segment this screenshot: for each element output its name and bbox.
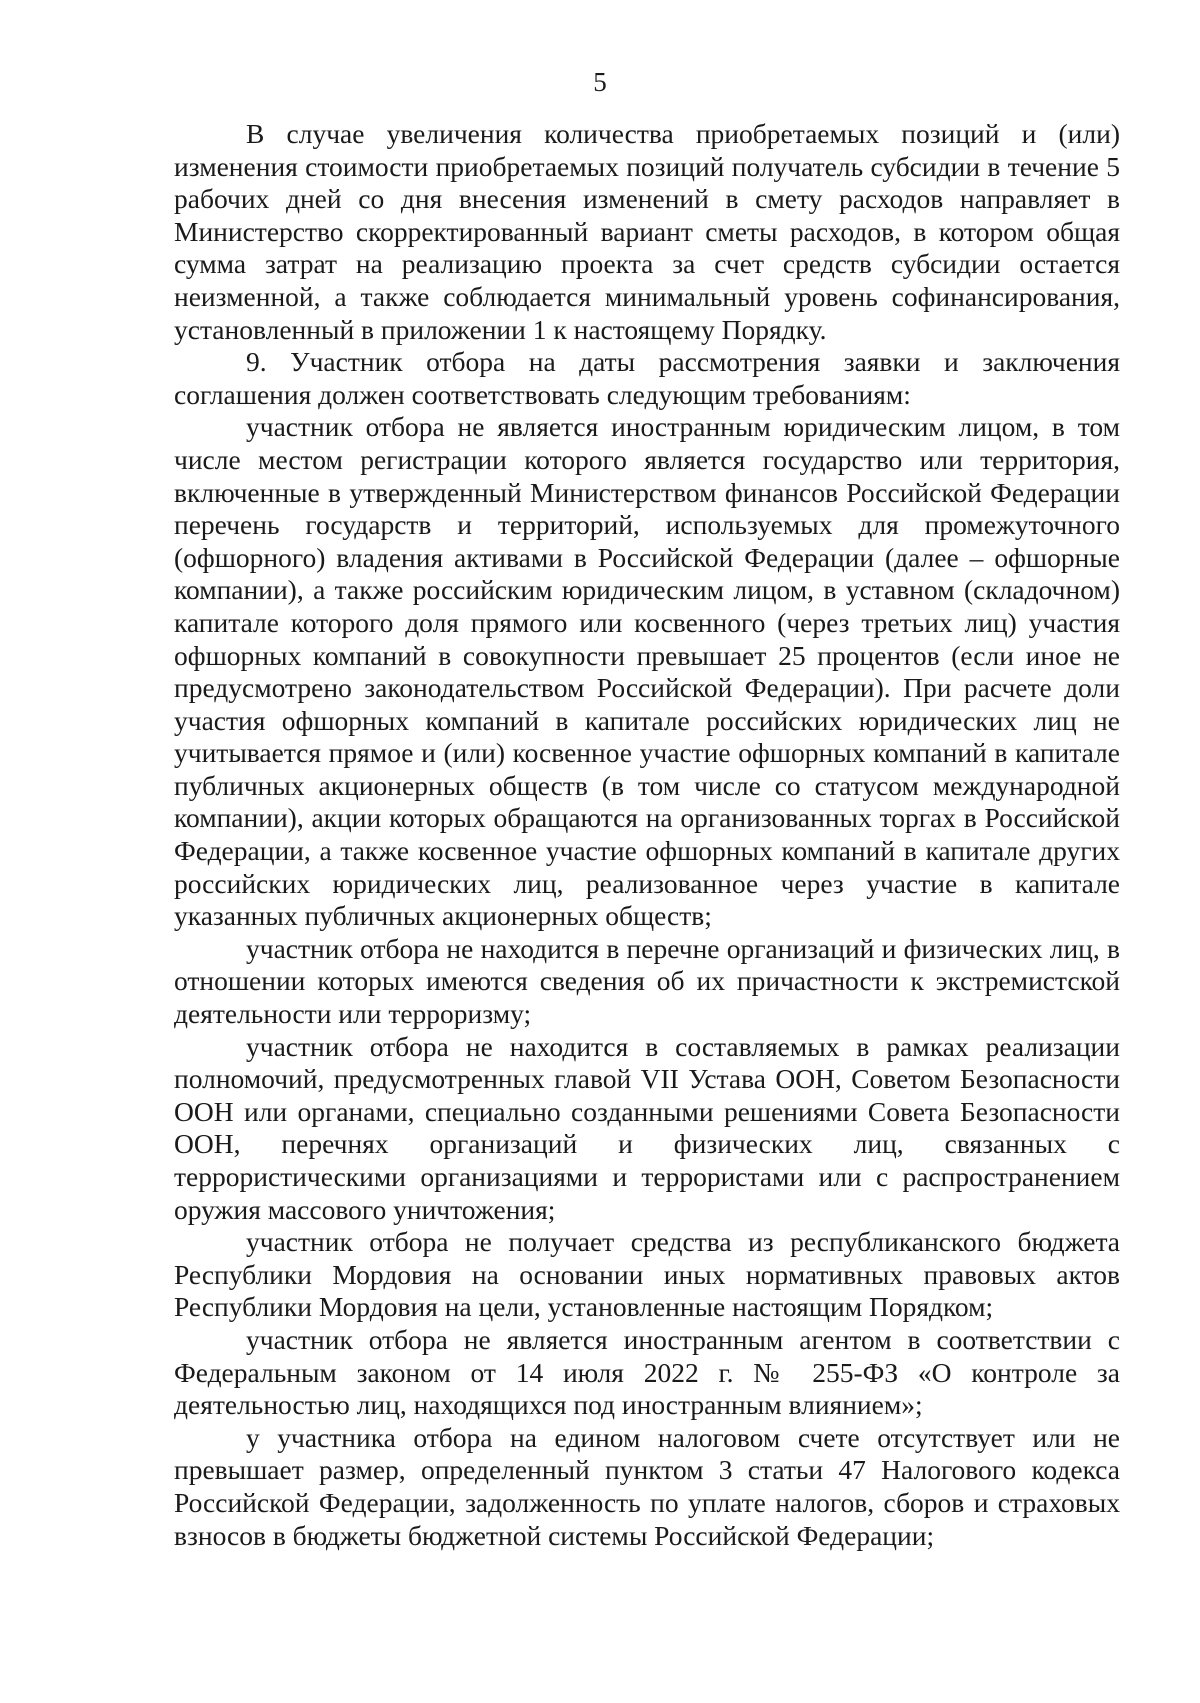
paragraph-estimate-changes: В случае увеличения количества приобретаемых позиций и (или) изменения стоимости приобретаемых позиций получатель субсидии в течение 5 рабочих дней со дня внесения изменений в смету расходов направляет в Министерство скорректированный вариант сметы расходов, в котором общая сумма затрат на реализацию проекта за счет средств субсидии остается неизменной, а также соблюдается минимальный уровень софинансирования, установленный в приложении 1 к настоящему Порядку. bbox=[174, 118, 1120, 345]
paragraph-republican-budget: участник отбора не получает средства из республиканского бюджета Республики Мордовия на основании иных нормативных правовых актов Республики Мордовия на цели, установленные настоящим Порядком; bbox=[174, 1226, 1120, 1323]
paragraph-extremism-list: участник отбора не находится в перечне организаций и физических лиц, в отношении которых имеются сведения об их причастности к экстремистской деятельности или терроризму; bbox=[174, 932, 1120, 1030]
paragraph-tax-debt: у участника отбора на едином налоговом счете отсутствует или не превышает размер, определенный пунктом 3 статьи 47 Налогового кодекса Российской Федерации, задолженность по уплате налогов, сборов и страховых взносов в бюджеты бюджетной системы Российской Федерации; bbox=[174, 1421, 1120, 1551]
paragraph-item-9: 9. Участник отбора на даты рассмотрения заявки и заключения соглашения должен соответствовать следующим требованиям: bbox=[174, 346, 1120, 410]
paragraph-offshore-requirement: участник отбора не является иностранным юридическим лицом, в том числе местом регистрации которого является государство или территория, включенные в утвержденный Министерством финансов Российской Федерации перечень государств и территорий, используемых для промежуточного (офшорного) владения активами в Российской Федерации (далее – офшорные компании), а также российским юридическим лицом, в уставном (складочном) капитале которого доля прямого или косвенного (через третьих лиц) участия офшорных компаний в совокупности превышает 25 процентов (если иное не предусмотрено законодательством Российской Федерации). При расчете доли участия офшорных компаний в капитале российских юридических лиц не учитывается прямое и (или) косвенное участие офшорных компаний в капитале публичных акционерных обществ (в том числе со статусом международной компании), акции которых обращаются на организованных торгах в Российской Федерации, а также косвенное участие офшорных компаний в капитале других российских юридических лиц, реализованное через участие в капитале указанных публичных акционерных обществ; bbox=[174, 411, 1120, 932]
paragraph-un-sanctions-list: участник отбора не находится в составляемых в рамках реализации полномочий, предусмотренных главой VII Устава ООН, Советом Безопасности ООН или органами, специально созданными решениями Совета Безопасности ООН, перечнях организаций и физических лиц, связанных с террористическими организациями и террористами или с распространением оружия массового уничтожения; bbox=[174, 1030, 1120, 1225]
document-body bbox=[174, 118, 1120, 1552]
paragraph-foreign-agent: участник отбора не является иностранным агентом в соответствии с Федеральным законом от 14 июля 2022 г. № 255-ФЗ «О контроле за деятельностью лиц, находящихся под иностранным влиянием»; bbox=[174, 1323, 1120, 1421]
page-number: 5 bbox=[593, 67, 607, 97]
